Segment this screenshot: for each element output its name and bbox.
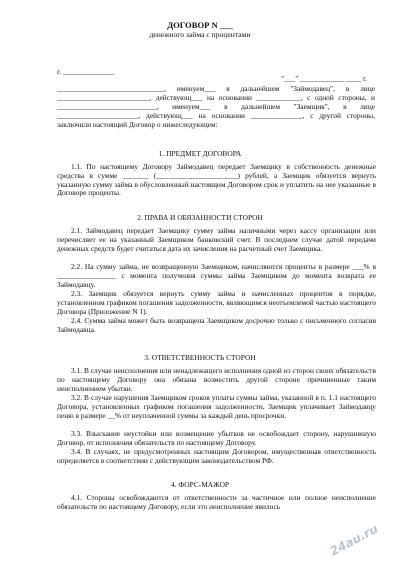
paragraph: 1.1. По настоящему Договору Займодавец передает Заемщику в собственность денежные средства в сумме _______ (______________________) рублей, а Заемщик обязуется вернуть указанную сумму займа в обусловленный настоящим Договором срок и уплатить на нее указанные в Договоре проценты.	[57, 162, 376, 198]
paragraph: 4.1. Стороны освобождаются от ответственности за частичное или полное неисполнение обязательств по настоящему Договору, если это неисполнение явилось	[57, 493, 376, 511]
paragraph: 3.2. В случае нарушения Заемщиком сроков уплаты суммы займа, указанной в п. 1.1 настоящего Договора, установленных графиком погашения задолженности, Заемщик уплачивает Займодавцу пеню в размере __% от неуплаченной суммы за каждый день просрочки.	[57, 393, 376, 420]
section-title: 2. ПРАВА И ОБЯЗАННОСТИ СТОРОН	[137, 213, 263, 222]
paragraph: 3.1. В случае неисполнения или ненадлежащего исполнения одной из сторон своих обязательств по настоящему Договору она обязана возместить другой стороне причиненные таким неисполнением убытки.	[57, 366, 376, 393]
contract-title: ДОГОВОР N ___	[167, 20, 233, 30]
date-line: "___" ____________ ____ г.	[281, 74, 367, 83]
section-title: 1. ПРЕДМЕТ ДОГОВОРА	[158, 149, 242, 158]
city-line: г. ______________	[57, 67, 115, 76]
paragraph: 2.3. Заемщик обязуется вернуть сумму займа и начисленных процентов в порядке, установленном графиком погашения задолженности, являющимся неотъемлемой частью настоящего Договора (Приложение N 1).	[57, 289, 376, 316]
paragraph: 2.4. Сумма займа может быть возвращена Заемщиком досрочно только с письменного согласия Займодавца.	[57, 316, 376, 334]
watermark-logo: 24au.ru	[327, 521, 380, 559]
section-title: 4. ФОРС-МАЖОР	[170, 480, 230, 489]
paragraph: 3.4. В случаях, не предусмотренных настоящим Договором, имущественная ответственность определяется в соответствии с действующим законодательством РФ.	[57, 447, 376, 465]
paragraph: 2.1. Займодавец передает Заемщику сумму займа наличными через кассу организации или перечисляет ее на указанный Заемщиком банковский счет. В последнем случае датой передачи денежных средств будет считаться дата их зачисления на расчетный счет Заемщика.	[57, 226, 376, 253]
section-title: 3. ОТВЕТСТВЕННОСТЬ СТОРОН	[144, 353, 256, 362]
paragraph: 3.3. Взыскание неустойки или возмещение убытков не освобождает сторону, нарушившую Договор, от исполнения обязательств по настоящему Договору.	[57, 429, 376, 447]
preamble-text: _____________________________, именуем___ в дальнейшем "Займодавец", в лице _________________________, действующ___ на основании ____________, с одной стороны, и ___________________________, именуем___ в дальнейшем "Заемщик", в лице ______________________, действующ___ на основании ______________, с другой стороны, заключили настоящий Договор о нижеследующем:	[57, 84, 375, 130]
contract-subtitle: денежного займа с процентами	[149, 30, 251, 39]
paragraph: 2.2. На сумму займа, не возвращенную Заемщиком, начисляются проценты в размере ___% в ________________ с момента получения суммы займа Заемщиком до момента возврата ее Займодавцу.	[57, 262, 376, 289]
